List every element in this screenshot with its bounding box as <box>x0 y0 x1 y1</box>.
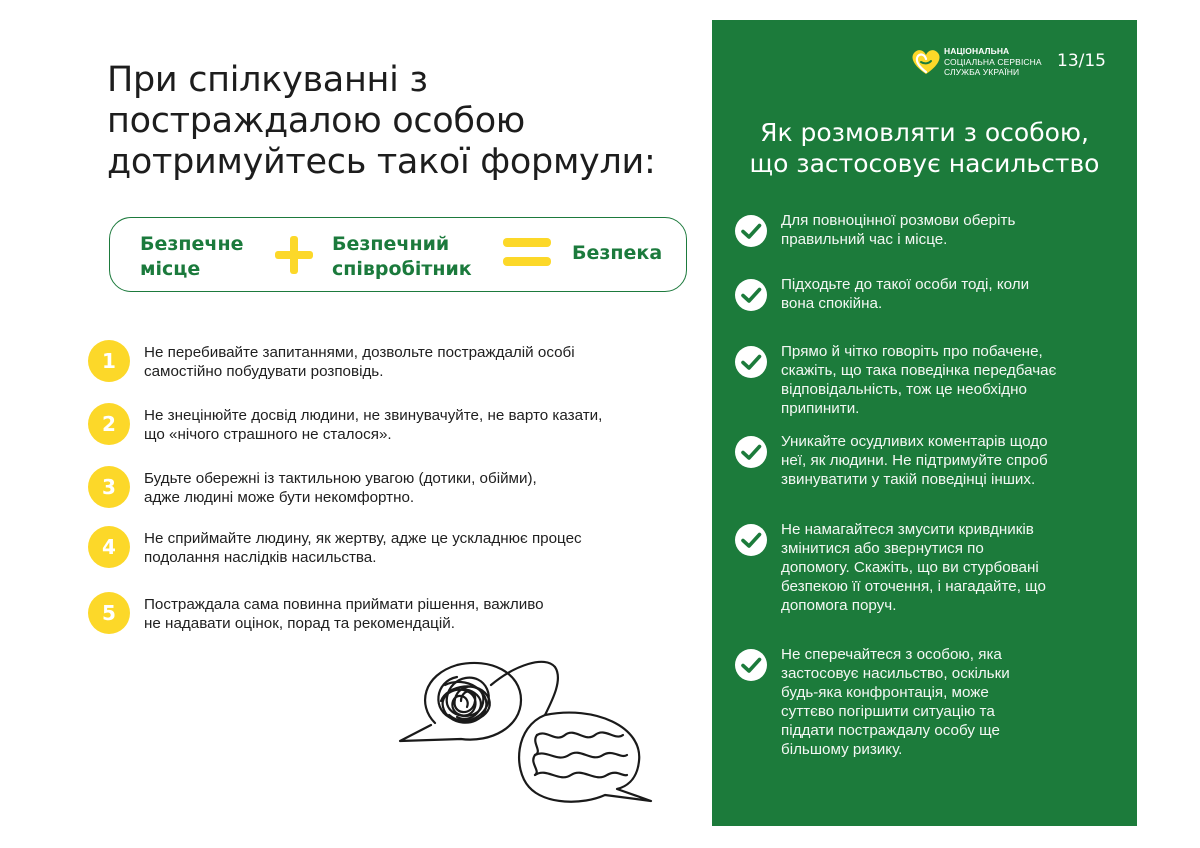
check-circle-icon <box>734 278 768 312</box>
tip-text-line: відповідальність, тож це необхідно <box>781 381 1027 398</box>
step-text-line: Не сприймайте людину, як жертву, адже це ускладнює процес <box>144 530 582 547</box>
tip-text-line: суттєво погіршити ситуацію та <box>781 703 995 720</box>
tip-text-line: безпекою її оточення, і нагадайте, що <box>781 578 1046 595</box>
tip-text <box>781 645 1121 759</box>
logo-text-line: СЛУЖБА УКРАЇНИ <box>944 67 1020 77</box>
tip-text-line: Підходьте до такої особи тоді, коли <box>781 276 1030 293</box>
tip-text-line: піддати постраждалу особу ще <box>781 722 1000 739</box>
logo-text-line: НАЦІОНАЛЬНА <box>944 46 1010 56</box>
right-panel <box>712 20 1137 826</box>
formula-term-line: Безпечний <box>332 233 450 255</box>
step-text-line: адже людині може бути некомфортно. <box>144 489 415 506</box>
step-text-line: самостійно побудувати розповідь. <box>144 363 384 380</box>
step-number-badge: 3 <box>88 466 130 508</box>
step-text-line: Не перебивайте запитаннями, дозвольте постраждалій особі <box>144 344 575 361</box>
safety-formula <box>109 217 687 292</box>
formula-term-line: Безпечне <box>140 233 244 255</box>
heading-line: При спілкуванні з <box>107 60 428 100</box>
tip-text-line: допомогу. Скажіть, що ви стурбовані <box>781 559 1039 576</box>
tip-text-line: Не намагайтеся змусити кривдників <box>781 521 1034 538</box>
tip-text-line: допомога поруч. <box>781 597 897 614</box>
equals-icon <box>502 236 552 270</box>
tip-text-line: будь-яка конфронтація, може <box>781 684 989 701</box>
step-text-line: Не знецінюйте досвід людини, не звинувачуйте, не варто казати, <box>144 407 603 424</box>
check-circle-icon <box>734 523 768 557</box>
formula-result: Безпека <box>572 242 663 264</box>
panel-title-line: Як розмовляти з особою, <box>760 118 1089 147</box>
step-text-line: Постраждала сама повинна приймати рішення, важливо <box>144 596 544 613</box>
check-circle-icon <box>734 214 768 248</box>
tip-text-line: змінитися або звернутися по <box>781 540 984 557</box>
step-text-line: що «нічого страшного не сталося». <box>144 426 392 443</box>
tip-text-line: скажіть, що така поведінка передбачає <box>781 362 1057 379</box>
step-text <box>144 529 704 567</box>
tip-text-line: припинити. <box>781 400 860 417</box>
tip-text-line: правильний час і місце. <box>781 231 948 248</box>
step-text-line: подолання наслідків насильства. <box>144 549 377 566</box>
heart-logo-icon <box>910 48 942 76</box>
tip-text-line: звинуватити у такій поведінці інших. <box>781 471 1036 488</box>
panel-title <box>712 117 1137 179</box>
step-text <box>144 343 704 381</box>
tip-text-line: неї, як людини. Не підтримуйте спроб <box>781 452 1048 469</box>
step-text-line: Будьте обережні із тактильною увагою (дотики, обійми), <box>144 470 537 487</box>
nssu-logo <box>910 46 1140 82</box>
step-number-badge: 2 <box>88 403 130 445</box>
step-number-badge: 5 <box>88 592 130 634</box>
step-number-badge: 1 <box>88 340 130 382</box>
step-number-badge: 4 <box>88 526 130 568</box>
logo-text-line: СОЦІАЛЬНА СЕРВІСНА <box>944 56 1042 67</box>
formula-term-safe-worker <box>332 232 472 282</box>
step-text-line: не надавати оцінок, порад та рекомендацій. <box>144 615 455 632</box>
tip-text <box>781 520 1121 615</box>
tip-text-line: вона спокійна. <box>781 295 883 312</box>
heading-line: постраждалою особою <box>107 101 525 141</box>
formula-term-safe-place <box>140 232 243 282</box>
plus-icon <box>273 234 315 276</box>
page-heading <box>107 60 707 183</box>
step-text <box>144 469 704 507</box>
check-circle-icon <box>734 345 768 379</box>
tip-text-line: Уникайте осудливих коментарів щодо <box>781 433 1048 450</box>
page-number: 13/15 <box>1057 51 1106 71</box>
step-text <box>144 406 704 444</box>
formula-term-line: місце <box>140 258 201 280</box>
check-circle-icon <box>734 648 768 682</box>
tip-text-line: Не сперечайтеся з особою, яка <box>781 646 1002 663</box>
formula-term-line: співробітник <box>332 258 472 280</box>
check-circle-icon <box>734 435 768 469</box>
heading-line: дотримуйтесь такої формули: <box>107 142 656 182</box>
tip-text <box>781 211 1121 249</box>
speech-bubbles-illustration <box>395 655 660 815</box>
tip-text <box>781 432 1121 489</box>
tip-text-line: Прямо й чітко говоріть про побачене, <box>781 343 1043 360</box>
panel-title-line: що застосовує насильство <box>749 149 1100 178</box>
tip-text-line: більшому ризику. <box>781 741 903 758</box>
tip-text-line: Для повноцінної розмови оберіть <box>781 212 1016 229</box>
tip-text <box>781 275 1121 313</box>
tip-text-line: застосовує насильство, оскільки <box>781 665 1010 682</box>
logo-text <box>944 46 1064 78</box>
tip-text <box>781 342 1121 418</box>
step-text <box>144 595 704 633</box>
